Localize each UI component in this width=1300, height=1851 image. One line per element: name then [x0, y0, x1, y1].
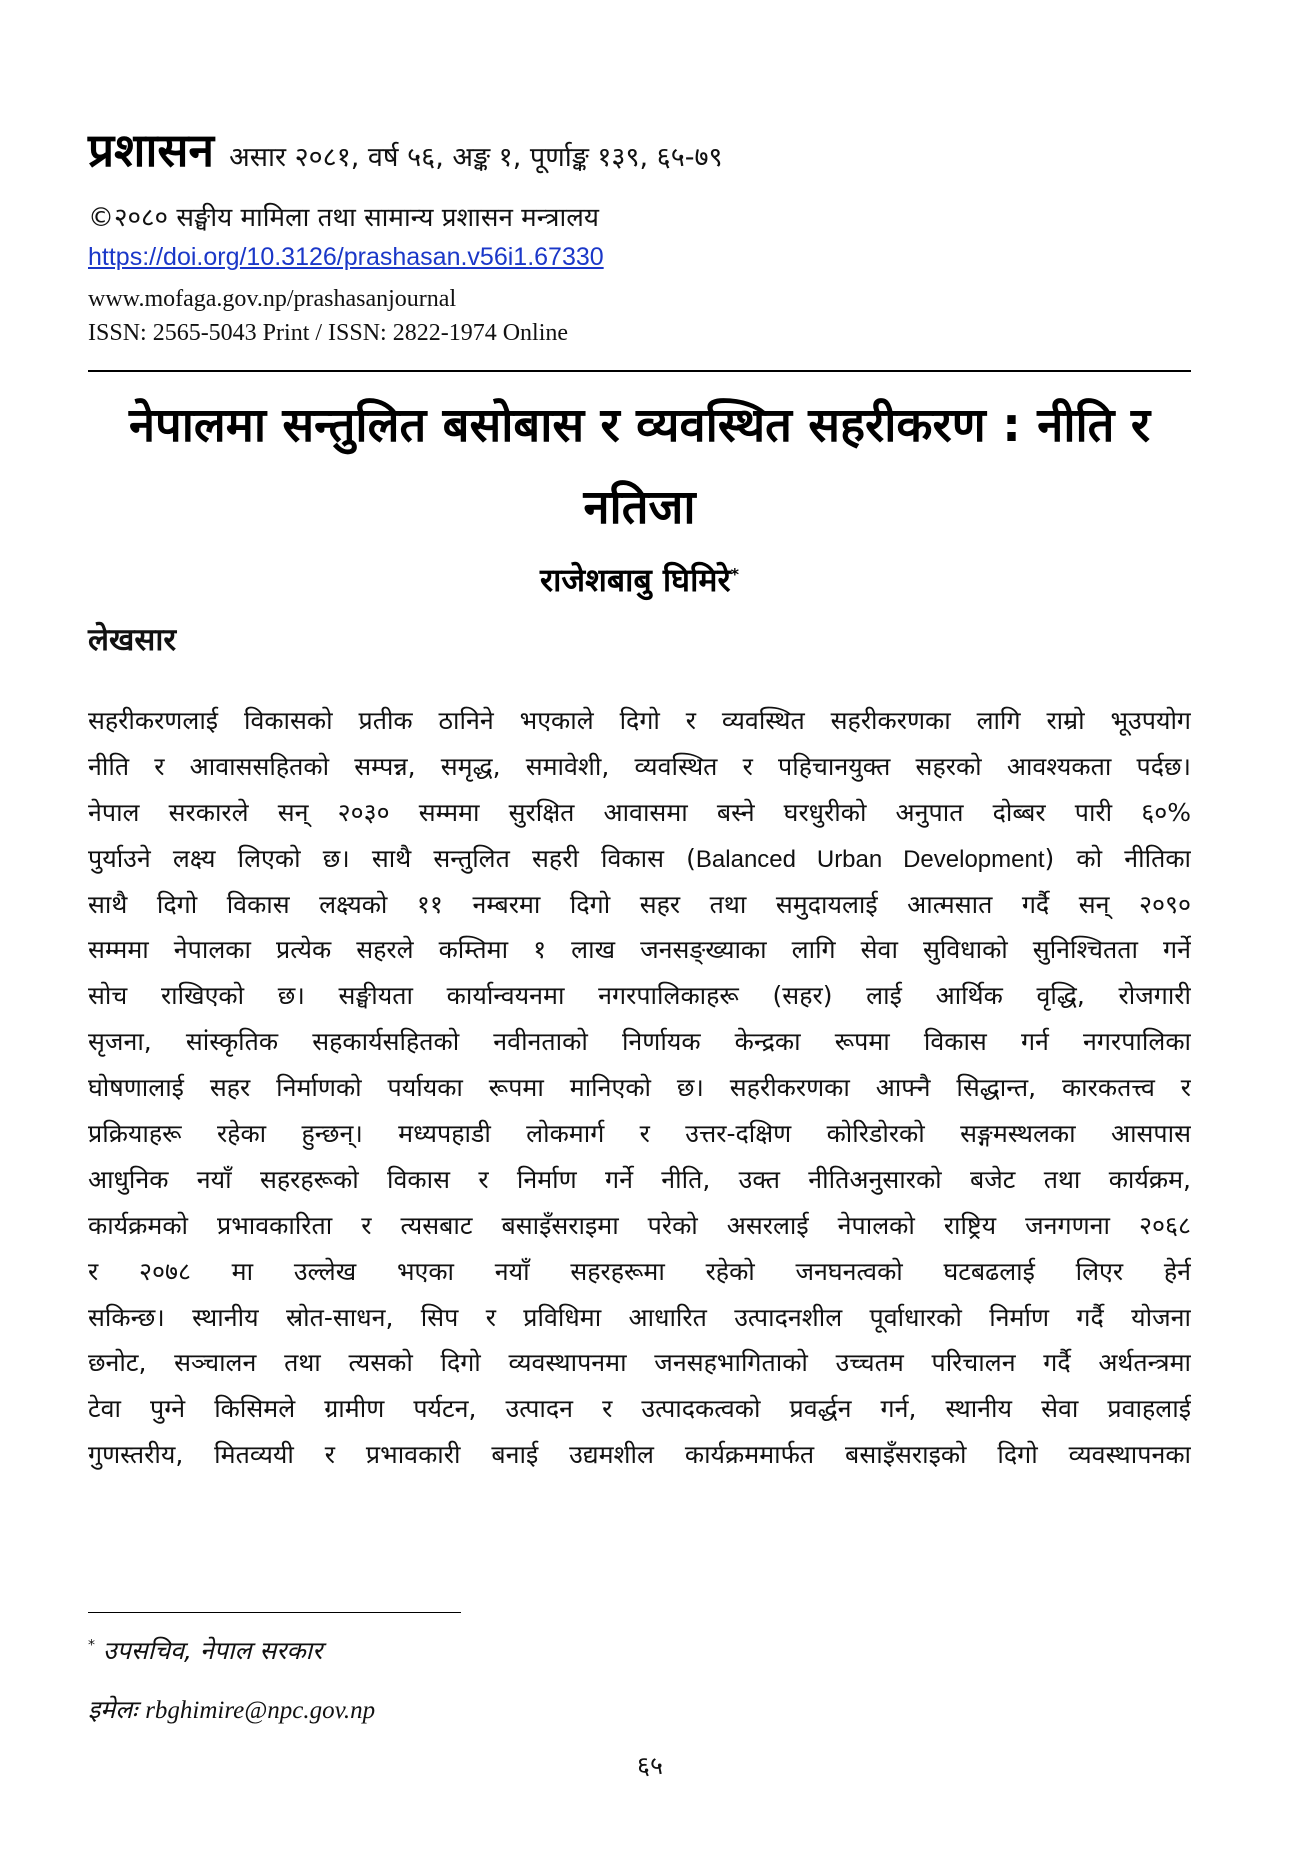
abstract-line: साथै दिगो विकास लक्ष्यको ११ नम्बरमा दिगो सहर तथा समुदायलाई आत्मसात गर्दै सन् २०९०	[88, 889, 1191, 919]
abstract-line: र २०७८ मा उल्लेख भएका नयाँ सहरहरूमा रहेको जनघनत्वको घटबढलाई लिएर हेर्न	[88, 1256, 1191, 1286]
abstract-line: सकिन्छ। स्थानीय स्रोत-साधन, सिप र प्रविधिमा आधारित उत्पादनशील पूर्वाधारको निर्माण गर्दै योजना	[88, 1302, 1191, 1332]
author-affiliation: उपसचिव, नेपाल सरकार	[102, 1636, 323, 1665]
email-address: rbghimire@npc.gov.np	[145, 1697, 376, 1724]
footnote-mark: *	[88, 1637, 95, 1654]
abstract-line: नीति र आवाससहितको सम्पन्न, समृद्ध, समावेशी, व्यवस्थित र पहिचानयुक्त सहरको आवश्यकता पर्दछ।	[88, 751, 1191, 781]
doi-link[interactable]: https://doi.org/10.3126/prashasan.v56i1.67330	[88, 243, 604, 271]
abstract-line: सृजना, सांस्कृतिक सहकार्यसहितको नवीनताको निर्णायक केन्द्रका रूपमा विकास गर्न नगरपालिका	[88, 1027, 1191, 1057]
footnote-email	[88, 1692, 375, 1726]
abstract-line: कार्यक्रमको प्रभावकारिता र त्यसबाट बसाइँसराइमा परेको असरलाई नेपालको राष्ट्रिय जनगणना २०६८	[88, 1210, 1191, 1240]
journal-header	[88, 118, 723, 180]
abstract-line: पुर्याउने लक्ष्य लिएको छ। साथै सन्तुलित सहरी विकास (Balanced Urban Development) को नीतिका	[88, 843, 1191, 873]
author-name: राजेशबाबु घिमिरे	[540, 561, 731, 599]
abstract-line: गुणस्तरीय, मितव्ययी र प्रभावकारी बनाई उद्यमशील कार्यक्रममार्फत बसाइँसराइको दिगो व्यवस्थापनका	[88, 1440, 1191, 1470]
abstract-line: आधुनिक नयाँ सहरहरूको विकास र निर्माण गर्ने नीति, उक्त नीतिअनुसारको बजेट तथा कार्यक्रम,	[88, 1164, 1191, 1194]
page-number: ६५	[636, 1751, 663, 1780]
copyright-line: ©२०८० सङ्घीय मामिला तथा सामान्य प्रशासन मन्त्रालय	[88, 203, 599, 233]
article-author	[88, 558, 1191, 601]
article-title: नेपालमा सन्तुलित बसोबास र व्यवस्थित सहरीकरण : नीति र नतिजा	[128, 398, 1151, 535]
abstract-body	[88, 698, 1191, 1478]
journal-issue-info: असार २०८१, वर्ष ५६, अङ्क १, पूर्णाङ्क १३९, ६५-७९	[229, 142, 723, 173]
english-term: Balanced Urban Development	[695, 845, 1045, 873]
header-divider	[88, 370, 1191, 372]
journal-website: www.mofaga.gov.np/prashasanjournal	[88, 286, 457, 312]
journal-name: प्रशासन	[88, 123, 214, 177]
abstract-line: छनोट, सञ्चालन तथा त्यसको दिगो व्यवस्थापनमा जनसहभागिताको उच्चतम परिचालन गर्दै अर्थतन्त्रमा	[88, 1348, 1191, 1378]
abstract-line: सोच राखिएको छ। सङ्घीयता कार्यान्वयनमा नगरपालिकाहरू (सहर) लाई आर्थिक वृद्धि, रोजगारी	[88, 981, 1191, 1011]
issn-line: ISSN: 2565-5043 Print / ISSN: 2822-1974 Online	[88, 320, 569, 346]
abstract-heading: लेखसार	[88, 622, 177, 658]
abstract-line: टेवा पुग्ने किसिमले ग्रामीण पर्यटन, उत्पादन र उत्पादकत्वको प्रवर्द्धन गर्न, स्थानीय सेवा प्रवाहलाई	[88, 1394, 1191, 1424]
abstract-line: प्रक्रियाहरू रहेका हुन्छन्। मध्यपहाडी लोकमार्ग र उत्तर-दक्षिण कोरिडोरको सङ्गमस्थलका आसपास	[88, 1119, 1191, 1149]
email-label: इमेलः	[88, 1695, 138, 1724]
footnote-affiliation	[88, 1633, 322, 1667]
footnote-divider	[88, 1612, 461, 1613]
abstract-line: सम्ममा नेपालका प्रत्येक सहरले कम्तिमा १ लाख जनसङ्ख्याका लागि सेवा सुविधाको सुनिश्चितता गर्ने	[88, 935, 1191, 965]
abstract-line: नेपाल सरकारले सन् २०३० सम्ममा सुरक्षित आवासमा बस्ने घरधुरीको अनुपात दोब्बर पारी ६०%	[88, 797, 1191, 827]
author-footnote-mark: *	[730, 564, 739, 584]
abstract-line: घोषणालाई सहर निर्माणको पर्यायका रूपमा मानिएको छ। सहरीकरणका आफ्नै सिद्धान्त, कारकतत्त्व र	[88, 1073, 1191, 1103]
abstract-line: सहरीकरणलाई विकासको प्रतीक ठानिने भएकाले दिगो र व्यवस्थित सहरीकरणका लागि राम्रो भूउपयोग	[88, 706, 1191, 735]
